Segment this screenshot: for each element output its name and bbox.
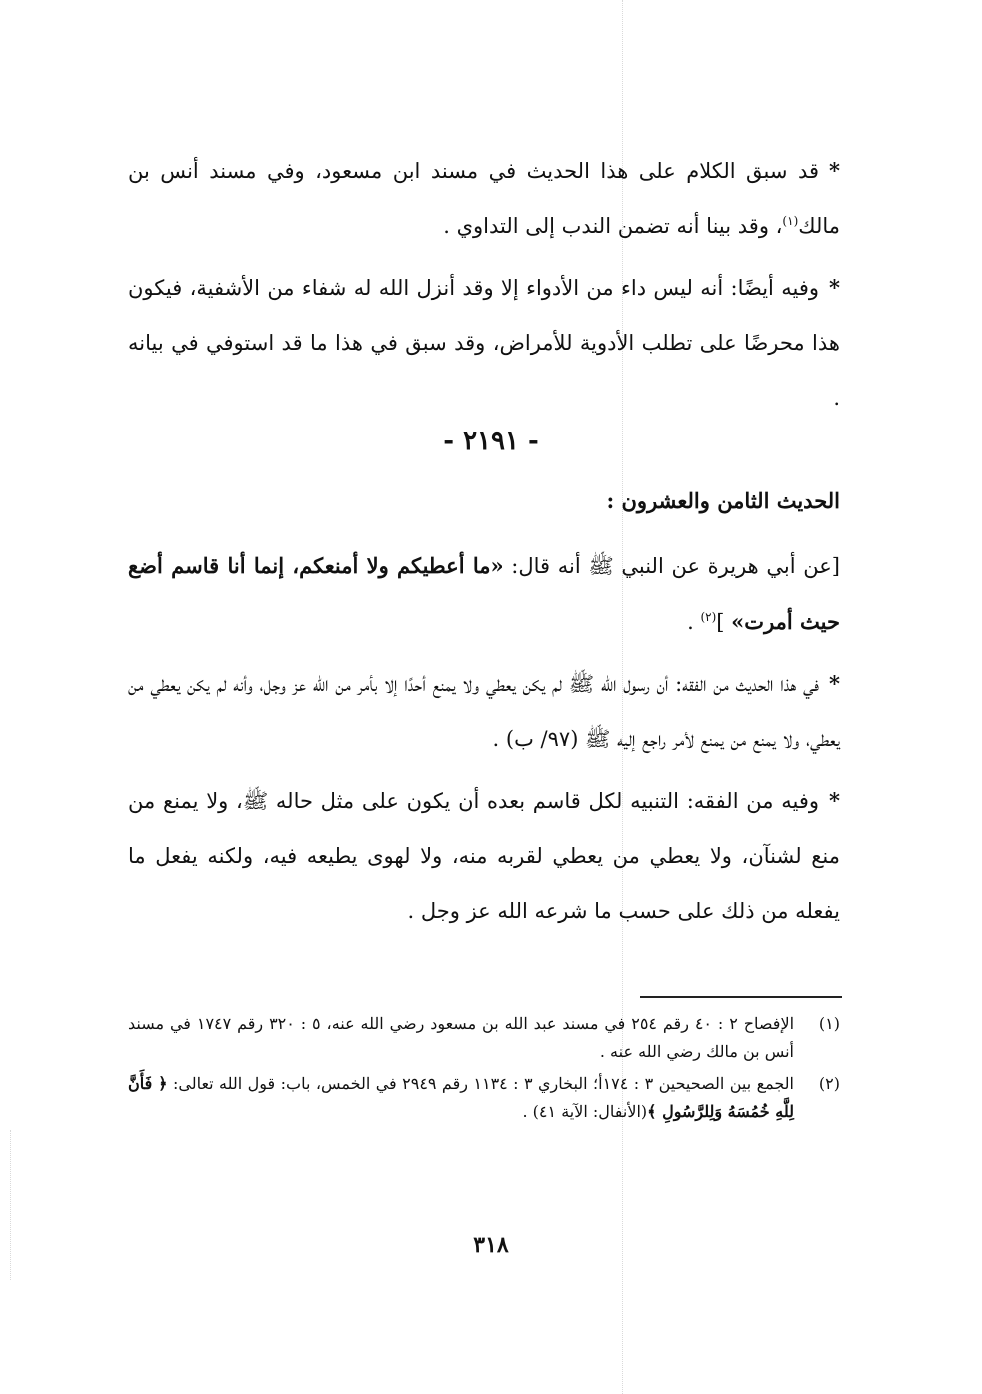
paragraph-3-text: في هذا الحديث من الفقه: أن رسول الله ﷺ لم يكن يعطي ولا يمنع أحدًا إلا بأمر من الله عز وجل، وأنه لم يكن يعطي من يعطي، ولا يمنع من يمنع لأمر راجع إليه ﷺ (٩٧/ ب) . [128, 672, 840, 751]
asterisk-marker: * [829, 275, 840, 300]
footnotes [128, 1010, 840, 1130]
paragraph-4 [128, 773, 840, 939]
paragraph-1-line-1: قد سبق الكلام على هذا الحديث في مسند ابن مسعود، وفي مسند أنس بن [128, 159, 820, 183]
footnote-2-verse: ﴿ فَأَنَّ لِلَّهِ خُمُسَهُ وَلِلرَّسُولِ ﴾ [128, 1074, 794, 1121]
page-number: ٣١٨ [473, 1232, 509, 1258]
paragraph-2 [128, 260, 840, 426]
footnote-2-citation: (الأنفال: الآية ٤١) . [522, 1102, 648, 1121]
hadith-end: . [687, 610, 701, 634]
asterisk-marker: * [829, 788, 840, 813]
footnote-2-number: (٢) [818, 1074, 840, 1093]
hadith-text [128, 538, 840, 650]
paragraph-4-text: وفيه من الفقه: التنبيه لكل قاسم بعده أن يكون على مثل حاله ﷺ، ولا يمنع من منع لشنآن، ولا يعطي من يعطي لقربه منه، ولا لهوى يطيعه فيه، ولكنه يفعل ما يفعله من ذلك على حسب ما شرعه الله عز وجل . [128, 789, 840, 923]
paragraph-2-text: وفيه أيضًا: أنه ليس داء من الأدواء إلا وقد أنزل الله له شفاء من الأشفية، فيكون هذا محرضًا على تطلب الأدوية للأمراض، وقد سبق في هذا ما قد استوفي في بيانه . [128, 276, 840, 410]
asterisk-marker: * [829, 158, 840, 183]
hadith-opening: [عن أبي هريرة عن النبي ﷺ أنه قال: [503, 554, 840, 578]
asterisk-marker: * [829, 671, 840, 696]
footnote-separator [640, 996, 842, 998]
paragraph-1-text-after-note: ، وقد بينا أنه تضمن الندب إلى التداوي . [443, 214, 783, 238]
top-text-block [128, 143, 840, 432]
footnote-2-text: الجمع بين الصحيحين ٣ : ١٧٤أ؛ البخاري ٣ : ١١٣٤ رقم ٢٩٤٩ في الخمس، باب: قول الله تعالى: [167, 1074, 794, 1093]
footnote-1-text: الإفصاح ٢ : ٤٠ رقم ٢٥٤ في مسند عبد الله بن مسعود رضي الله عنه، ٥ : ٣٢٠ رقم ١٧٤٧ في مسند أنس بن مالك رضي الله عنه . [128, 1014, 795, 1061]
section-heading: الحديث الثامن والعشرون : [606, 488, 840, 513]
hadith-number: - ٢١٩١ - [443, 426, 539, 456]
paragraph-1 [128, 143, 840, 254]
footnote-1 [128, 1010, 840, 1066]
paragraph-1-text-before-note: مالك [798, 214, 840, 238]
paragraph-3 [128, 656, 840, 767]
footnote-1-number: (١) [818, 1014, 840, 1033]
footnote-2 [128, 1070, 840, 1126]
footnote-ref-2[interactable]: (٢) [700, 610, 717, 624]
hadith-quote: «ما أعطيكم ولا أمنعكم، إنما أنا قاسم أضع حيث أمرت» [128, 553, 840, 634]
footnote-ref-1[interactable]: (١) [782, 214, 799, 228]
hadith-closing-bracket: ] [716, 610, 732, 634]
hadith-text-block [128, 538, 840, 945]
